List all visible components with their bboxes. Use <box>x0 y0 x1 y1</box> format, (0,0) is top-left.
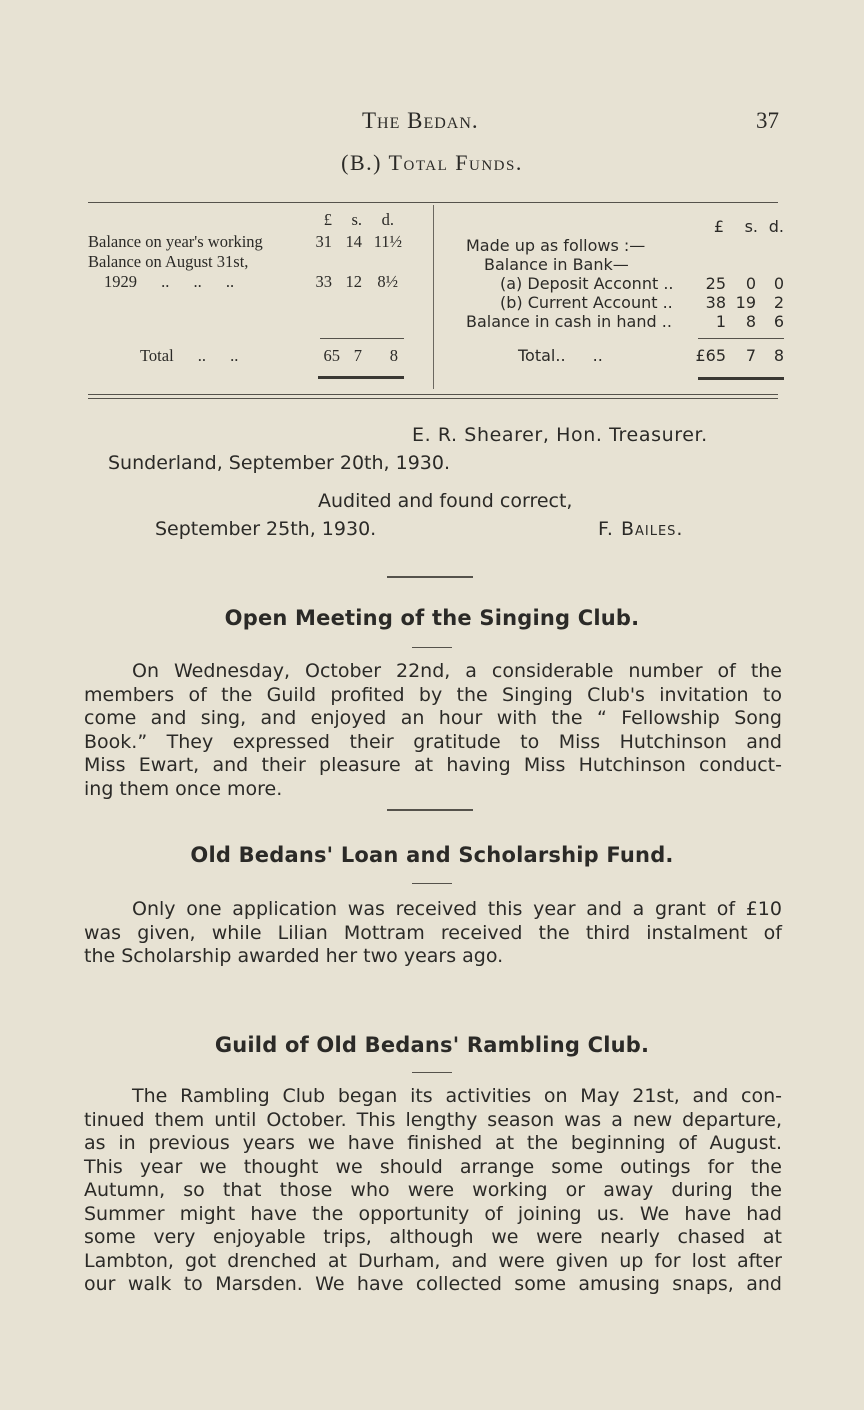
treasurer-name: E. R. Shearer, Hon. Treasurer. <box>412 424 708 446</box>
total-label: Total.. .. <box>518 346 603 365</box>
text-line: On Wednesday, October 22nd, a considerable number of the <box>132 660 782 682</box>
right-total-row <box>0 346 864 366</box>
text-line: Only one application was received this year and a grant of £10 <box>132 898 782 920</box>
right-row <box>0 255 864 275</box>
row-label: Made up as follows :— <box>466 236 646 255</box>
text-line: Summer might have the opportunity of joining us. We have had <box>84 1202 782 1225</box>
text-line: some very enjoyable trips, although we were nearly chased at <box>84 1226 782 1248</box>
row-label: (a) Deposit Acconnt .. <box>500 274 674 293</box>
text-line: Lambton, got drenched at Durham, and were given up for lost after <box>84 1249 782 1272</box>
left-head-pound: £ <box>323 210 332 229</box>
total-pence: 8 <box>389 346 398 365</box>
row-label: (b) Current Account .. <box>500 293 673 312</box>
section-body <box>84 1085 782 1297</box>
total-pounds: £65 <box>695 346 726 365</box>
section-heading: Open Meeting of the Singing Club. <box>224 606 640 630</box>
heading-underline <box>412 1072 452 1073</box>
right-row <box>0 236 864 256</box>
right-column <box>0 0 864 410</box>
row-pounds: 38 <box>705 293 726 312</box>
row-pence: 11½ <box>373 232 402 251</box>
text-line: Book.” They expressed their gratitude to Miss Hutchinson and <box>84 730 782 753</box>
row-shillings: 14 <box>345 232 362 251</box>
place-date: Sunderland, September 20th, 1930. <box>108 452 451 474</box>
page-number: 37 <box>756 108 779 133</box>
total-pence: 8 <box>773 346 784 365</box>
audit-date: September 25th, 1930. <box>155 518 377 540</box>
section-body <box>84 660 782 801</box>
row-label: Balance in cash in hand .. <box>466 312 672 331</box>
left-head-pence: d. <box>381 210 394 229</box>
section-divider <box>387 576 473 578</box>
total-pounds: 65 <box>323 346 340 365</box>
right-row <box>0 312 864 332</box>
row-shillings: 19 <box>735 293 756 312</box>
row-pounds: 33 <box>315 272 332 291</box>
table-bottom-rule-2 <box>88 398 778 399</box>
text-line: Miss Ewart, and their pleasure at having Miss Hutchinson conduct- <box>84 754 782 776</box>
right-row <box>0 293 864 313</box>
row-pounds: 25 <box>705 274 726 293</box>
row-label: Balance on August 31st, <box>88 252 249 271</box>
text-line: the Scholarship awarded her two years ago. <box>84 945 504 967</box>
right-sum-rule <box>698 338 784 339</box>
running-title: The Bedan. <box>362 108 479 133</box>
text-line: tinued them until October. This lengthy season was a new departure, <box>84 1108 782 1131</box>
row-pence: 0 <box>773 274 784 293</box>
text-line: ing them once more. <box>84 777 283 800</box>
text-line: This year we thought we should arrange some outings for the <box>84 1155 782 1178</box>
row-shillings: 12 <box>345 272 362 291</box>
audited-note: Audited and found correct, <box>318 490 573 512</box>
text-line: come and sing, and enjoyed an hour with the “ Fellowship Song <box>84 707 782 729</box>
text-line: Autumn, so that those who were working or away during the <box>84 1179 782 1201</box>
left-head-shilling: s. <box>351 210 362 229</box>
section-body <box>84 898 782 969</box>
right-double-rule <box>698 377 784 380</box>
row-shillings: 0 <box>745 274 756 293</box>
right-row <box>0 274 864 294</box>
row-label: Balance on year's working <box>88 232 263 251</box>
right-head-pence: d. <box>768 217 784 236</box>
row-shillings: 8 <box>745 312 756 331</box>
text-line: our walk to Marsden. We have collected some amusing snaps, and <box>84 1273 782 1295</box>
text-line: as in previous years we have finished at the beginning of August. <box>84 1132 782 1154</box>
funds-table <box>0 0 864 410</box>
treasurer-signature <box>412 424 708 448</box>
right-head-pound: £ <box>713 217 724 236</box>
text-line: The Rambling Club began its activities on May 21st, and con- <box>132 1085 782 1107</box>
heading-underline <box>412 883 452 884</box>
heading-underline <box>412 647 452 648</box>
right-head-shilling: s. <box>744 217 758 236</box>
text-line: members of the Guild profited by the Singing Club's invitation to <box>84 683 782 706</box>
auditor-name: F. Bailes. <box>598 518 684 540</box>
row-pence: 2 <box>773 293 784 312</box>
section-title: (B.) Total Funds. <box>341 150 523 175</box>
row-pounds: 31 <box>315 232 332 251</box>
section-heading: Guild of Old Bedans' Rambling Club. <box>214 1033 650 1057</box>
row-label: Balance in Bank— <box>484 255 629 274</box>
row-pounds: 1 <box>715 312 726 331</box>
row-pence: 8½ <box>377 272 398 291</box>
row-pence: 6 <box>773 312 784 331</box>
text-line: was given, while Lilian Mottram received the third instalment of <box>84 921 782 944</box>
total-shillings: 7 <box>745 346 756 365</box>
row-label: 1929 .. .. .. <box>104 272 235 291</box>
table-bottom-rule <box>88 394 778 395</box>
section-divider <box>387 809 473 811</box>
total-shillings: 7 <box>353 346 362 365</box>
total-label: Total .. .. <box>140 346 239 365</box>
section-heading: Old Bedans' Loan and Scholarship Fund. <box>190 843 674 867</box>
